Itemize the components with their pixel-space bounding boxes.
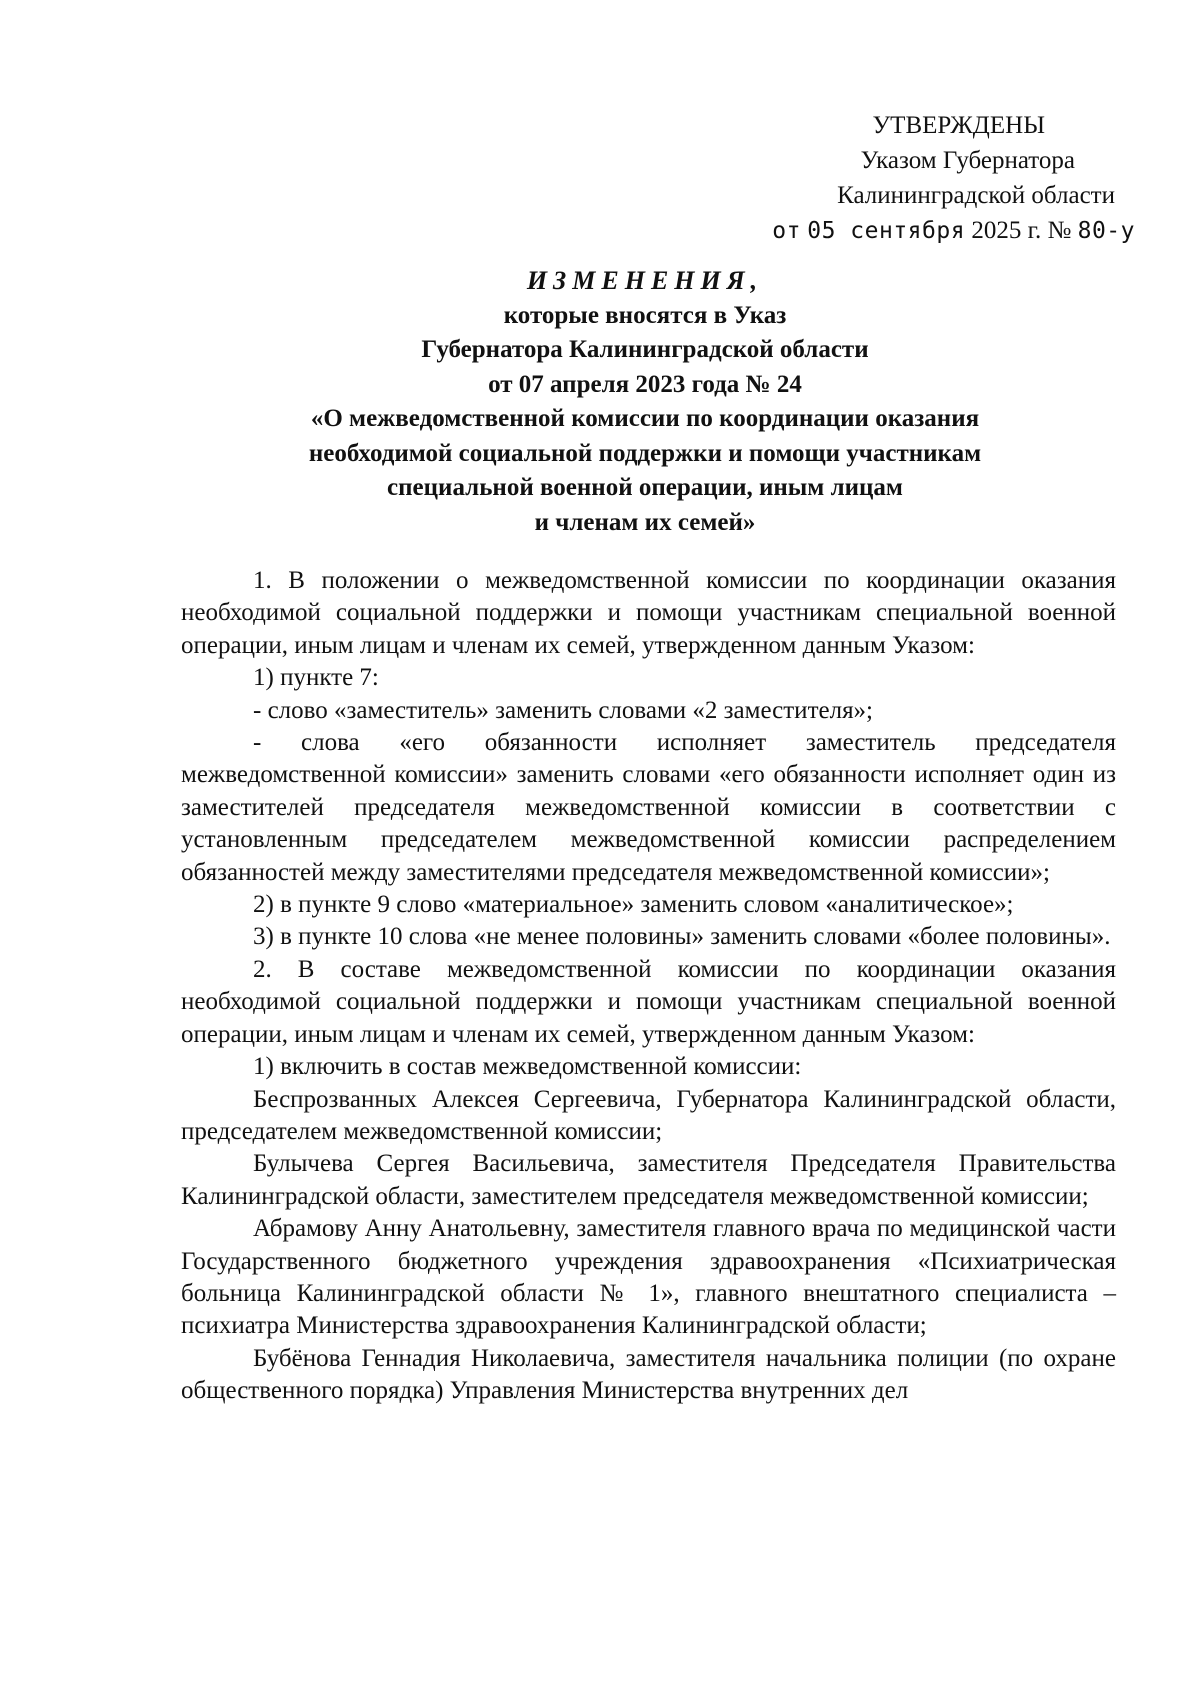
date-prefix: от: [772, 218, 801, 244]
approval-authority: Указом Губернатора: [860, 147, 1075, 174]
approval-date-line: [772, 213, 1135, 249]
decree-year: 2025 г. №: [971, 217, 1072, 244]
document-body: [181, 565, 1116, 1408]
paragraph-section-2: 2. В составе межведомственной комиссии по координации оказания необходимой социальной поддержки и помощи участникам специальной военной операции, иным лицам и членам их семей, утвержденном данным Указом:: [181, 955, 1116, 1048]
heading-line-6: специальной военной операции, иным лицам: [387, 474, 903, 501]
heading-line-7: и членам их семей»: [534, 508, 756, 536]
heading-line-1: которые вносятся в Указ: [503, 301, 787, 329]
paragraph-member-2: Булычева Сергея Васильевича, заместителя Председателя Правительства Калининградской области, заместителем председателя межведомственной комиссии;: [181, 1150, 1116, 1210]
heading-line-5: необходимой социальной поддержки и помощи участникам: [308, 439, 982, 467]
decree-number: 80-у: [1077, 218, 1135, 244]
paragraph-item-1: 1) пункте 7:: [253, 664, 379, 692]
approval-region: Калининградской области: [837, 182, 1115, 209]
paragraph-item-3: 3) в пункте 10 слова «не менее половины» заменить словами «более половины».: [253, 923, 1111, 951]
paragraph-include: 1) включить в состав межведомственной комиссии:: [253, 1053, 802, 1081]
paragraph-member-1: Беспрозванных Алексея Сергеевича, Губернатора Калининградской области, председателем межведомственной комиссии;: [181, 1085, 1116, 1145]
date-value: 05 сентября: [807, 218, 966, 244]
heading-line-3: от 07 апреля 2023 года № 24: [488, 370, 802, 398]
approval-status: УТВЕРЖДЕНЫ: [872, 112, 1045, 139]
document-title: ИЗМЕНЕНИЯ,: [526, 266, 764, 295]
document-heading: [180, 264, 1110, 540]
paragraph-member-3: Абрамову Анну Анатольевну, заместителя главного врача по медицинской части Государственного бюджетного учреждения здравоохранения «Психиатрическая больница Калининградской области № 1», главного внештатного специалиста – психиатра Министерства здравоохранения Калининградской области;: [181, 1215, 1116, 1340]
paragraph-dash-2: - слова «его обязанности исполняет заместитель председателя межведомственной комиссии» заменить словами «его обязанности исполняет один из заместителей председателя межведомственной комиссии в соответствии с установленным председателем межведомственной комиссии распределением обязанностей между заместителями председателя межведомственной комиссии»;: [181, 729, 1116, 886]
paragraph-member-4: Бубёнова Геннадия Николаевича, заместителя начальника полиции (по охране общественного порядка) Управления Министерства внутренних дел: [181, 1344, 1116, 1405]
paragraph-section-1: 1. В положении о межведомственной комиссии по координации оказания необходимой социальной поддержки и помощи участникам специальной военной операции, иным лицам и членам их семей, утвержденном данным Указом:: [181, 567, 1116, 659]
paragraph-dash-1: - слово «заместитель» заменить словами «2 заместителя»;: [253, 696, 874, 724]
approval-block: [772, 108, 1135, 249]
heading-line-2: Губернатора Калининградской области: [421, 336, 869, 363]
paragraph-item-2: 2) в пункте 9 слово «материальное» заменить словом «аналитическое»;: [253, 891, 1014, 919]
heading-line-4: «О межведомственной комиссии по координации оказания: [310, 405, 980, 432]
